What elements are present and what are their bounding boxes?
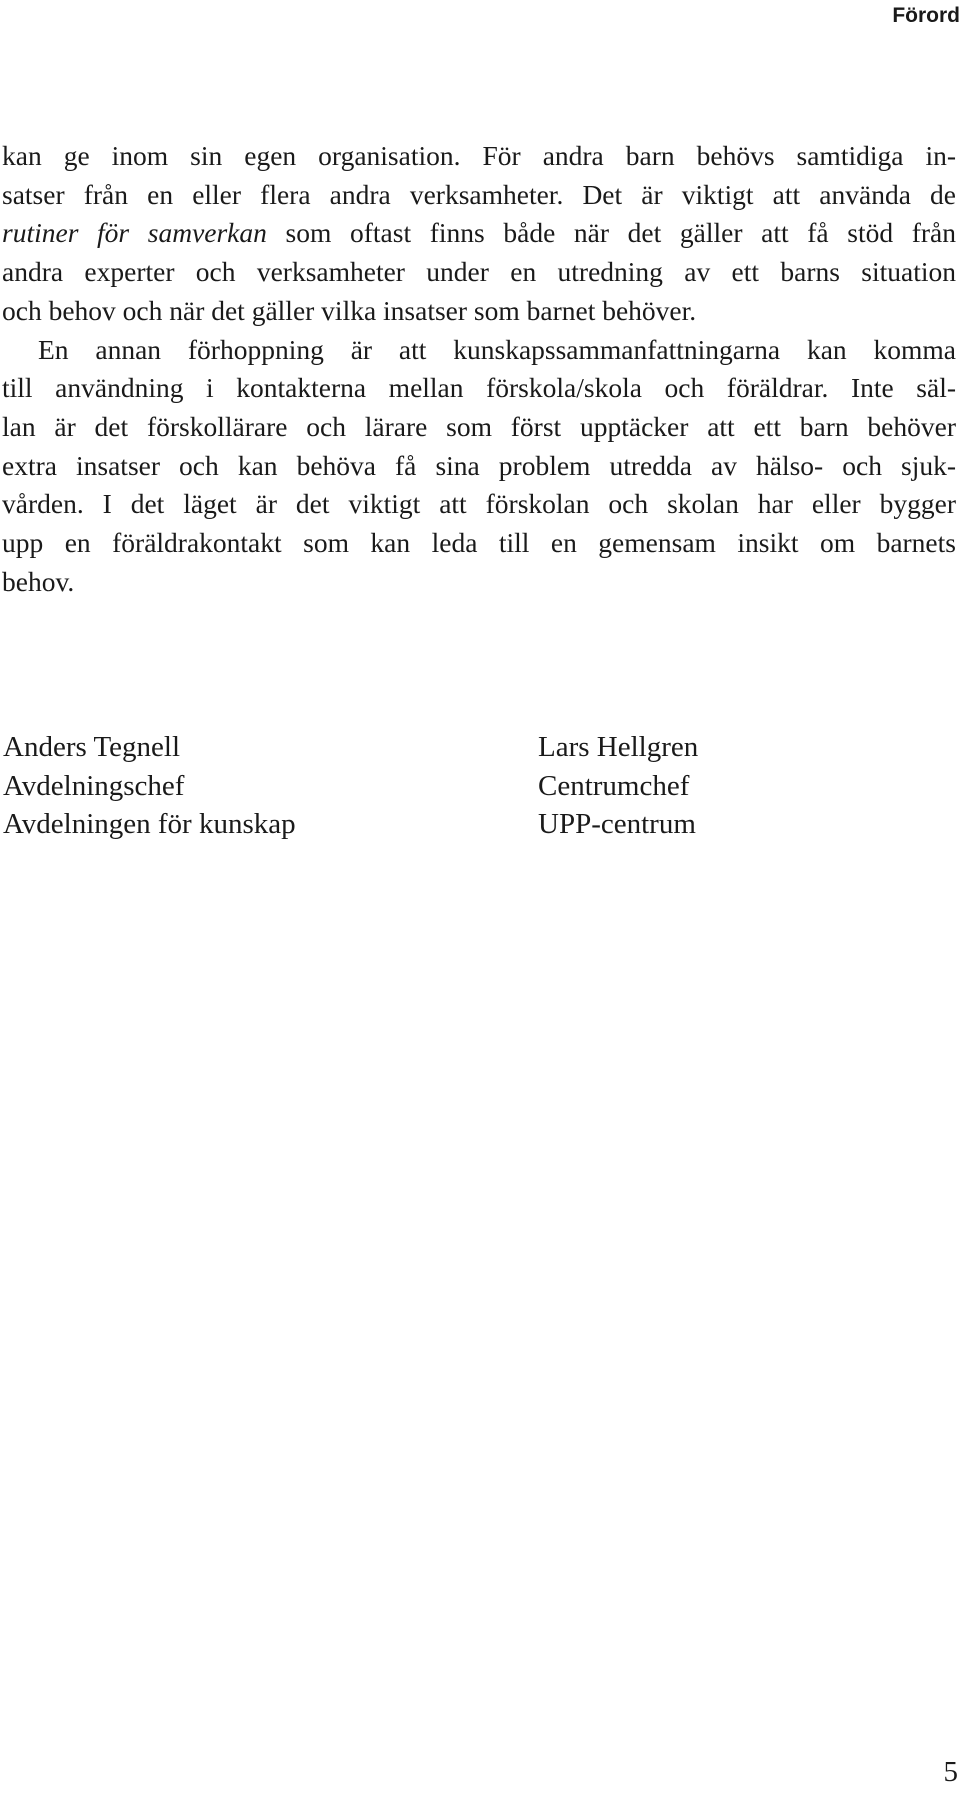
paragraph-2 — [2, 331, 956, 602]
body-text — [2, 137, 956, 601]
paragraph-2-line-1: En annan förhoppning är att kunskapssammanfattningarna kan komma — [38, 333, 956, 365]
page-number: 5 — [943, 1756, 958, 1788]
signatory-unit: Avdelningen för kunskap — [3, 808, 296, 840]
running-head: Förord — [892, 4, 960, 27]
emphasis-rutiner: rutiner för samverkan — [2, 217, 267, 249]
paragraph-1-line-1: kan ge inom sin egen organisation. För andra barn behövs samtidiga in- — [2, 140, 956, 171]
signatory-name: Anders Tegnell — [3, 731, 181, 763]
paragraph-2-line-5: vården. I det läget är det viktigt att förskolan och skolan har eller bygger — [2, 488, 956, 520]
paragraph-2-line-4: extra insatser och kan behöva få sina problem utredda av hälso- och sjuk- — [2, 449, 956, 481]
paragraph-2-line-7: behov. — [2, 565, 75, 597]
paragraph-2-line-3: lan är det förskollärare och lärare som först upptäcker att ett barn behöver — [2, 410, 956, 442]
signature-right — [538, 728, 698, 844]
signatory-unit: UPP-centrum — [538, 808, 696, 840]
signatory-name: Lars Hellgren — [538, 731, 699, 763]
paragraph-1-line-5: och behov och när det gäller vilka insatser som barnet behöver. — [2, 294, 697, 326]
paragraph-1-line-2: satser från en eller flera andra verksamheter. Det är viktigt att använda de — [2, 178, 956, 210]
paragraph-1 — [2, 137, 956, 331]
paragraph-1-line-4: andra experter och verksamheter under en utredning av ett barns situation — [2, 256, 956, 288]
paragraph-1-line-3 — [2, 214, 956, 253]
signatory-title: Centrumchef — [538, 769, 690, 802]
paragraph-1-line-3-rest: som oftast finns både när det gäller att få stöd från — [266, 217, 956, 249]
signatory-title: Avdelningschef — [3, 769, 185, 802]
signature-left — [3, 728, 296, 844]
paragraph-2-line-6: upp en föräldrakontakt som kan leda till en gemensam insikt om barnets — [2, 527, 956, 559]
paragraph-2-line-2: till användning i kontakterna mellan förskola/skola och föräldrar. Inte säl- — [2, 372, 956, 404]
